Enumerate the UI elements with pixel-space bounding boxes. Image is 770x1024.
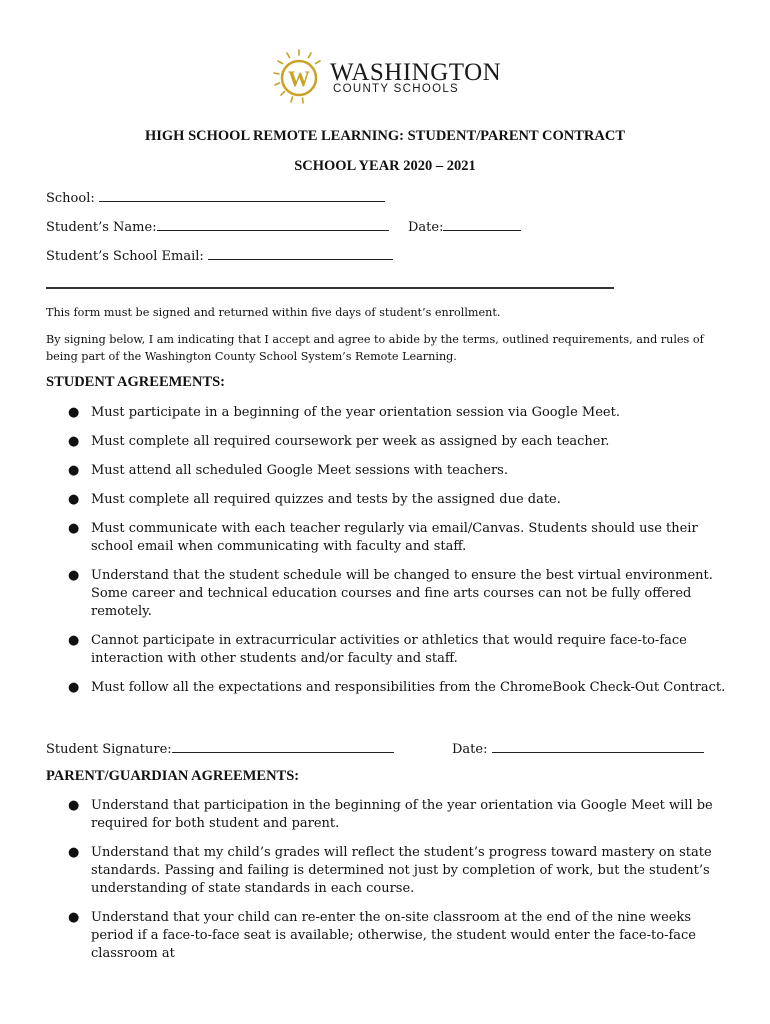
bullet-icon: ● bbox=[68, 568, 80, 583]
list-item: ● Must participate in a beginning of the year orientation session via Google Meet. bbox=[68, 405, 620, 420]
student-name-field[interactable] bbox=[46, 217, 389, 235]
school-year: SCHOOL YEAR 2020 – 2021 bbox=[294, 158, 476, 174]
parent-agreements-heading: PARENT/GUARDIAN AGREEMENTS: bbox=[46, 768, 300, 784]
school-email-field[interactable] bbox=[46, 246, 393, 264]
bullet-icon: ● bbox=[68, 680, 80, 695]
list-item: ● Must complete all required quizzes and tests by the assigned due date. bbox=[68, 492, 561, 507]
school-email-label: Student’s School Email: bbox=[46, 249, 204, 264]
student-name-blank[interactable] bbox=[157, 217, 389, 231]
bullet-icon: ● bbox=[68, 434, 80, 449]
list-item: ● Must attend all scheduled Google Meet sessions with teachers. bbox=[68, 463, 508, 478]
list-item: ● Understand that your child can re-enter the on-site classroom at the end of the nine weeks period if a face-to-face seat is available; otherwise, the student would enter the face-to-face classroom at bbox=[68, 910, 697, 961]
date-field[interactable] bbox=[408, 217, 521, 235]
student-name-label: Student’s Name: bbox=[46, 220, 157, 235]
date-label: Date: bbox=[408, 220, 444, 235]
date-blank[interactable] bbox=[443, 217, 521, 231]
svg-text:W: W bbox=[288, 66, 310, 91]
agreement-statement: By signing below, I am indicating that I accept and agree to abide by the terms, outlined requirements, and rules of being part of the Washington County School System’s Remote Learning. bbox=[46, 333, 704, 363]
bullet-icon: ● bbox=[68, 910, 80, 925]
signature-date-field[interactable] bbox=[452, 739, 704, 757]
signature-date-label: Date: bbox=[452, 742, 488, 757]
enrollment-notice: This form must be signed and returned within five days of student’s enrollment. bbox=[46, 306, 501, 319]
bullet-icon: ● bbox=[68, 405, 80, 420]
bullet-icon: ● bbox=[68, 492, 80, 507]
list-item: ● Understand that the student schedule will be changed to ensure the best virtual environment. Some career and technical education courses and fine arts courses can not be fully offered remotely. bbox=[68, 568, 713, 619]
district-emblem-icon bbox=[270, 48, 328, 106]
list-item: ● Must follow all the expectations and responsibilities from the ChromeBook Check-Out Contract. bbox=[68, 680, 726, 695]
contract-title: HIGH SCHOOL REMOTE LEARNING: STUDENT/PARENT CONTRACT bbox=[144, 128, 626, 144]
school-blank[interactable] bbox=[99, 188, 385, 202]
list-item: ● Understand that participation in the beginning of the year orientation via Google Meet will be required for both student and parent. bbox=[68, 798, 713, 831]
district-name: WASHINGTON bbox=[330, 59, 502, 86]
district-subtitle: COUNTY SCHOOLS bbox=[333, 83, 459, 95]
list-item: ● Cannot participate in extracurricular activities or athletics that would require face-to-face interaction with other students and/or faculty and staff. bbox=[68, 633, 687, 666]
school-field[interactable] bbox=[46, 188, 385, 206]
student-signature-label: Student Signature: bbox=[46, 742, 172, 757]
list-item: ● Must communicate with each teacher regularly via email/Canvas. Students should use their school email when communicating with faculty and staff. bbox=[68, 521, 698, 554]
school-label: School: bbox=[46, 191, 95, 206]
school-email-blank[interactable] bbox=[208, 246, 393, 260]
bullet-icon: ● bbox=[68, 633, 80, 648]
student-signature-field[interactable] bbox=[46, 739, 394, 757]
bullet-icon: ● bbox=[68, 798, 80, 813]
signature-date-blank[interactable] bbox=[492, 739, 704, 753]
list-item: ● Must complete all required coursework per week as assigned by each teacher. bbox=[68, 434, 610, 449]
student-agreements-list bbox=[46, 404, 726, 708]
section-divider bbox=[46, 287, 614, 289]
parent-agreements-list bbox=[46, 797, 726, 974]
student-signature-blank[interactable] bbox=[172, 739, 394, 753]
bullet-icon: ● bbox=[68, 845, 80, 860]
bullet-icon: ● bbox=[68, 463, 80, 478]
list-item: ● Understand that my child’s grades will reflect the student’s progress toward mastery on state standards. Passing and failing is determined not just by completion of work, but the student’s understanding of state standards in each course. bbox=[68, 845, 712, 896]
bullet-icon: ● bbox=[68, 521, 80, 536]
district-logo bbox=[270, 48, 510, 106]
student-agreements-heading: STUDENT AGREEMENTS: bbox=[46, 374, 226, 390]
